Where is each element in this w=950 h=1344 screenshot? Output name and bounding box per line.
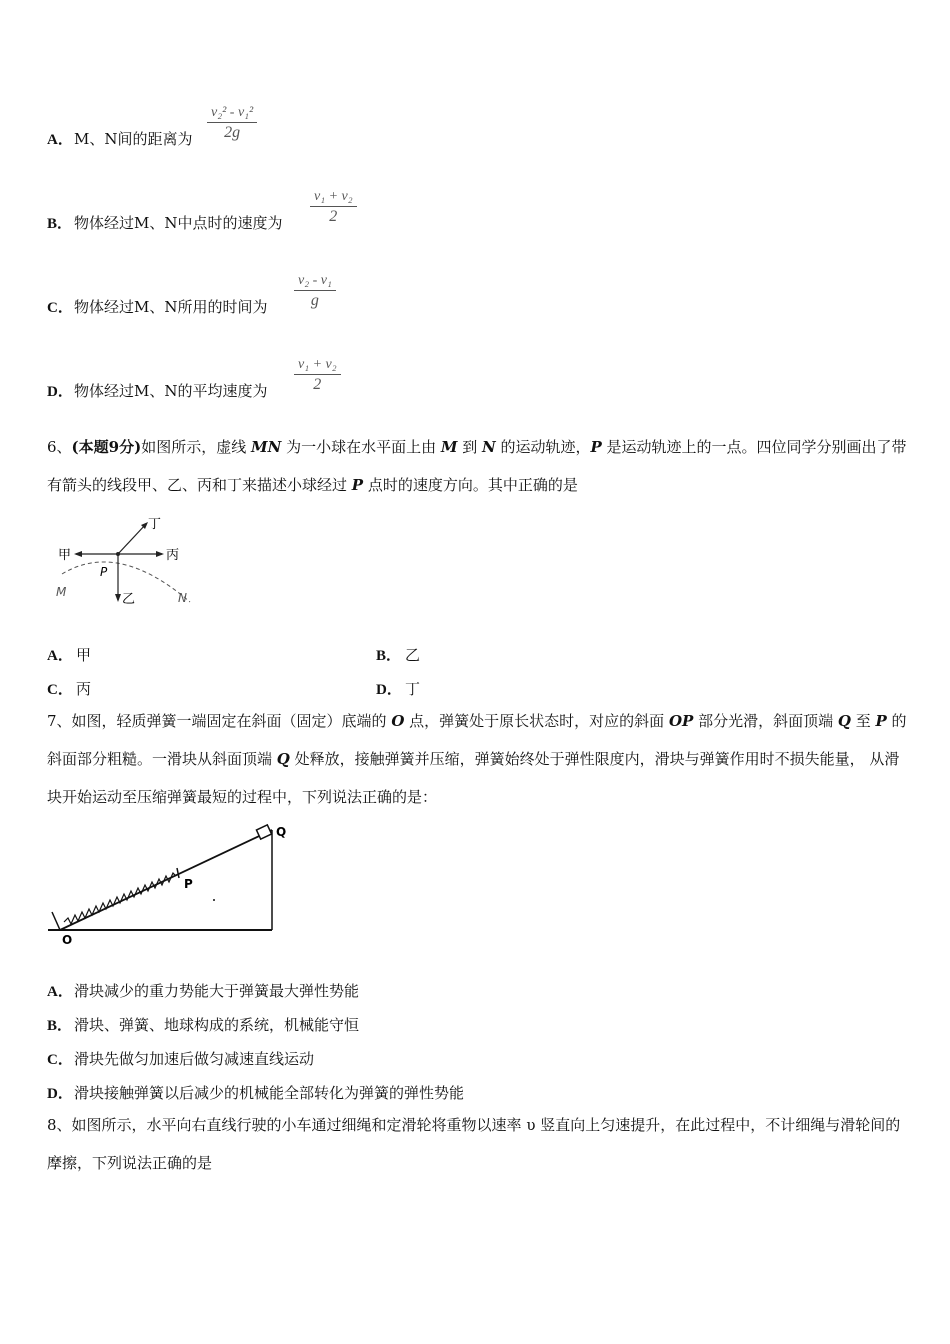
var-mn: MN [250,438,282,456]
stem-text: 如图所示，虚线 [141,438,251,456]
option-text: 滑块减少的重力势能大于弹簧最大弹性势能 [74,982,360,1000]
option-text: 丁 [405,680,421,698]
stem-text: 点时的速度方向。其中正确的是 [363,476,578,494]
q7-stem [47,702,907,816]
formula-fraction [294,356,341,395]
stem-text: 的斜面部分粗糙。一滑块从斜面顶端 [47,712,907,768]
formula-numerator: v₂² - v₁² [207,104,257,123]
var-p: P [351,476,364,494]
spring-mount [52,912,60,930]
stem-text: 部分光滑，斜面顶端 [693,712,838,730]
label-yi: 乙 [122,592,136,607]
option-text: 甲 [76,646,92,664]
spring-coil [64,873,176,924]
q7-figure [46,818,296,948]
option-text: 物体经过M、N中点时的速度为 [74,214,283,232]
option-text: M、N间的距离为 [74,130,193,148]
option-letter: B． [47,216,73,232]
formula-fraction [294,272,336,311]
option-letter: D． [47,384,73,400]
var-p: P [875,712,887,730]
formula-numerator: v₁ + v₂ [294,356,341,375]
var-n: N [482,438,496,456]
q8-stem: 8、如图所示，水平向右直线行驶的小车通过细绳和定滑轮将重物以速率 υ 竖直向上匀速提升，在此过程中，不计细绳与滑轮间的摩擦，下列说法正确的是 [47,1116,901,1172]
option-text: 乙 [405,646,421,664]
q6-stem [47,428,907,504]
option-text: 物体经过M、N所用的时间为 [74,298,268,316]
option-letter: C． [47,300,73,316]
stem-text: 的运动轨迹， [495,438,591,456]
arrowhead-icon [115,594,121,602]
formula-fraction [207,104,257,143]
option-text: 滑块接触弹簧以后减少的机械能全部转化为弹簧的弹性势能 [74,1084,465,1102]
var-o: O [391,712,405,730]
var-m: M [440,438,458,456]
stem-text: 至 [850,712,876,730]
option-letter: C． [47,1052,73,1068]
option-text: 滑块先做匀加速后做匀减速直线运动 [74,1050,315,1068]
var-q: Q [837,712,851,730]
option-letter: B． [376,648,402,664]
option-letter: A． [47,984,73,1000]
option-text: 滑块、弹簧、地球构成的系统，机械能守恒 [74,1016,360,1034]
arrowhead-icon [74,551,82,557]
formula-denominator: g [310,292,319,309]
label-jia: 甲 [58,548,72,563]
formula-numerator: v₁ + v₂ [310,188,357,207]
formula-denominator: 2g [224,124,241,141]
q6-figure [50,512,200,612]
option-letter: A． [47,132,73,148]
formula-numerator: v₂ - v₁ [294,272,336,291]
formula-denominator: 2 [329,208,338,225]
var-p: P [590,438,602,456]
point-p [116,552,120,556]
stem-text: 点，弹簧处于原长状态时，对应的斜面 [404,712,669,730]
var-q: Q [276,750,290,768]
question-points: (本题9分) [71,438,142,456]
stem-text: 为一小球在水平面上由 [281,438,441,456]
stem-text: 是运动轨迹上的一点。四位同学分别画出了带有箭头的线段甲、乙、丙和丁来描述小球经过 [47,438,907,494]
label-ding: 丁 [148,517,162,532]
stem-text: 7、如图，轻质弹簧一端固定在斜面（固定）底端的 [47,712,392,730]
stem-text: 到 [457,438,482,456]
option-letter: D． [376,682,402,698]
label-n: N [178,591,187,605]
label-o: O [62,933,73,947]
option-letter: D． [47,1086,73,1102]
option-letter: C． [47,682,73,698]
label-bing: 丙 [166,548,180,563]
label-p: P [184,877,193,891]
question-number: 6、 [47,438,72,456]
stem-text: 处释放，接触弹簧并压缩，弹簧始终处于弹性限度内，滑块与弹簧作用时不损失能量， 从滑块开始运动至压缩弹簧最短的过程中，下列说法正确的是： [47,750,900,806]
option-letter: A． [47,648,73,664]
label-m: M [56,585,67,599]
dot-mark [213,899,215,901]
label-p: P [100,565,108,579]
arrow-ding [118,524,146,554]
spring-end [177,868,179,878]
formula-fraction [310,188,357,227]
formula-denominator: 2 [313,376,322,393]
option-letter: B． [47,1018,73,1034]
option-text: 丙 [76,680,92,698]
arrowhead-icon [156,551,164,557]
var-op: OP [668,712,694,730]
label-q: Q [276,825,287,839]
option-text: 物体经过M、N的平均速度为 [74,382,268,400]
